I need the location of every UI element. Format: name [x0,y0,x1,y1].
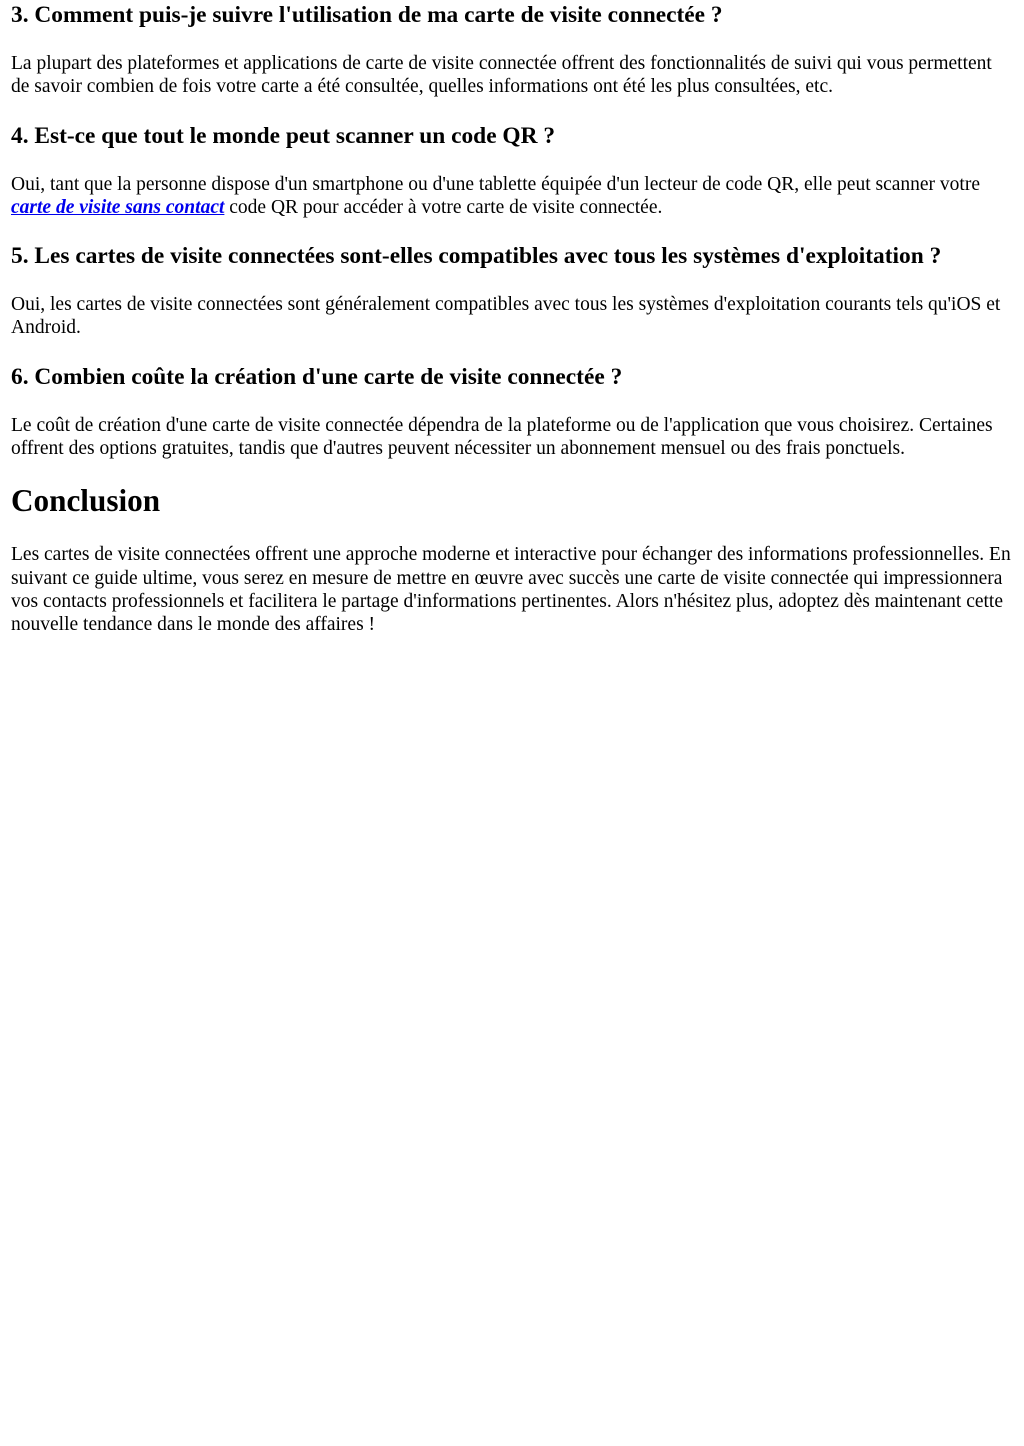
faq-question-5-heading: 5. Les cartes de visite connectées sont-elles compatibles avec tous les systèmes d'exploitation ? [11,243,942,270]
contactless-card-link[interactable]: carte de visite sans contact [11,196,225,218]
faq-answer-4-text-after: code QR pour accéder à votre carte de visite connectée. [224,196,663,218]
faq-question-6-heading: 6. Combien coûte la création d'une carte de visite connectée ? [11,363,623,390]
faq-question-4-heading: 4. Est-ce que tout le monde peut scanner un code QR ? [11,122,556,149]
faq-answer-6: Le coût de création d'une carte de visite connectée dépendra de la plateforme ou de l'application que vous choisirez. Certaines offrent des options gratuites, tandis que d'autres peuvent nécessiter un abonnement mensuel ou des frais ponctuels. [11,414,993,460]
article-body [11,0,1011,637]
conclusion-heading: Conclusion [11,483,161,519]
faq-question-3-heading: 3. Comment puis-je suivre l'utilisation de ma carte de visite connectée ? [11,2,723,28]
faq-answer-5: Oui, les cartes de visite connectées sont généralement compatibles avec tous les systèmes d'exploitation courants tels qu'iOS et Android. [11,294,1001,339]
conclusion-paragraph: Les cartes de visite connectées offrent une approche moderne et interactive pour échanger des informations professionnelles. En suivant ce guide ultime, vous serez en mesure de mettre en œuvre avec succès une carte de visite connectée qui impressionnera vos contacts professionnels et facilitera le partage d'informations pertinentes. Alors n'hésitez plus, adoptez dès maintenant cette nouvelle tendance dans le monde des affaires ! [11,544,1011,636]
faq-answer-4 [11,173,1011,220]
faq-answer-3: La plupart des plateformes et applications de carte de visite connectée offrent des fonctionnalités de suivi qui vous permettent de savoir combien de fois votre carte a été consultée, quelles informations ont été les plus consultées, etc. [11,53,992,98]
faq-answer-4-text-before: Oui, tant que la personne dispose d'un smartphone ou d'une tablette équipée d'un lecteur de code QR, elle peut scanner votre [11,173,980,195]
